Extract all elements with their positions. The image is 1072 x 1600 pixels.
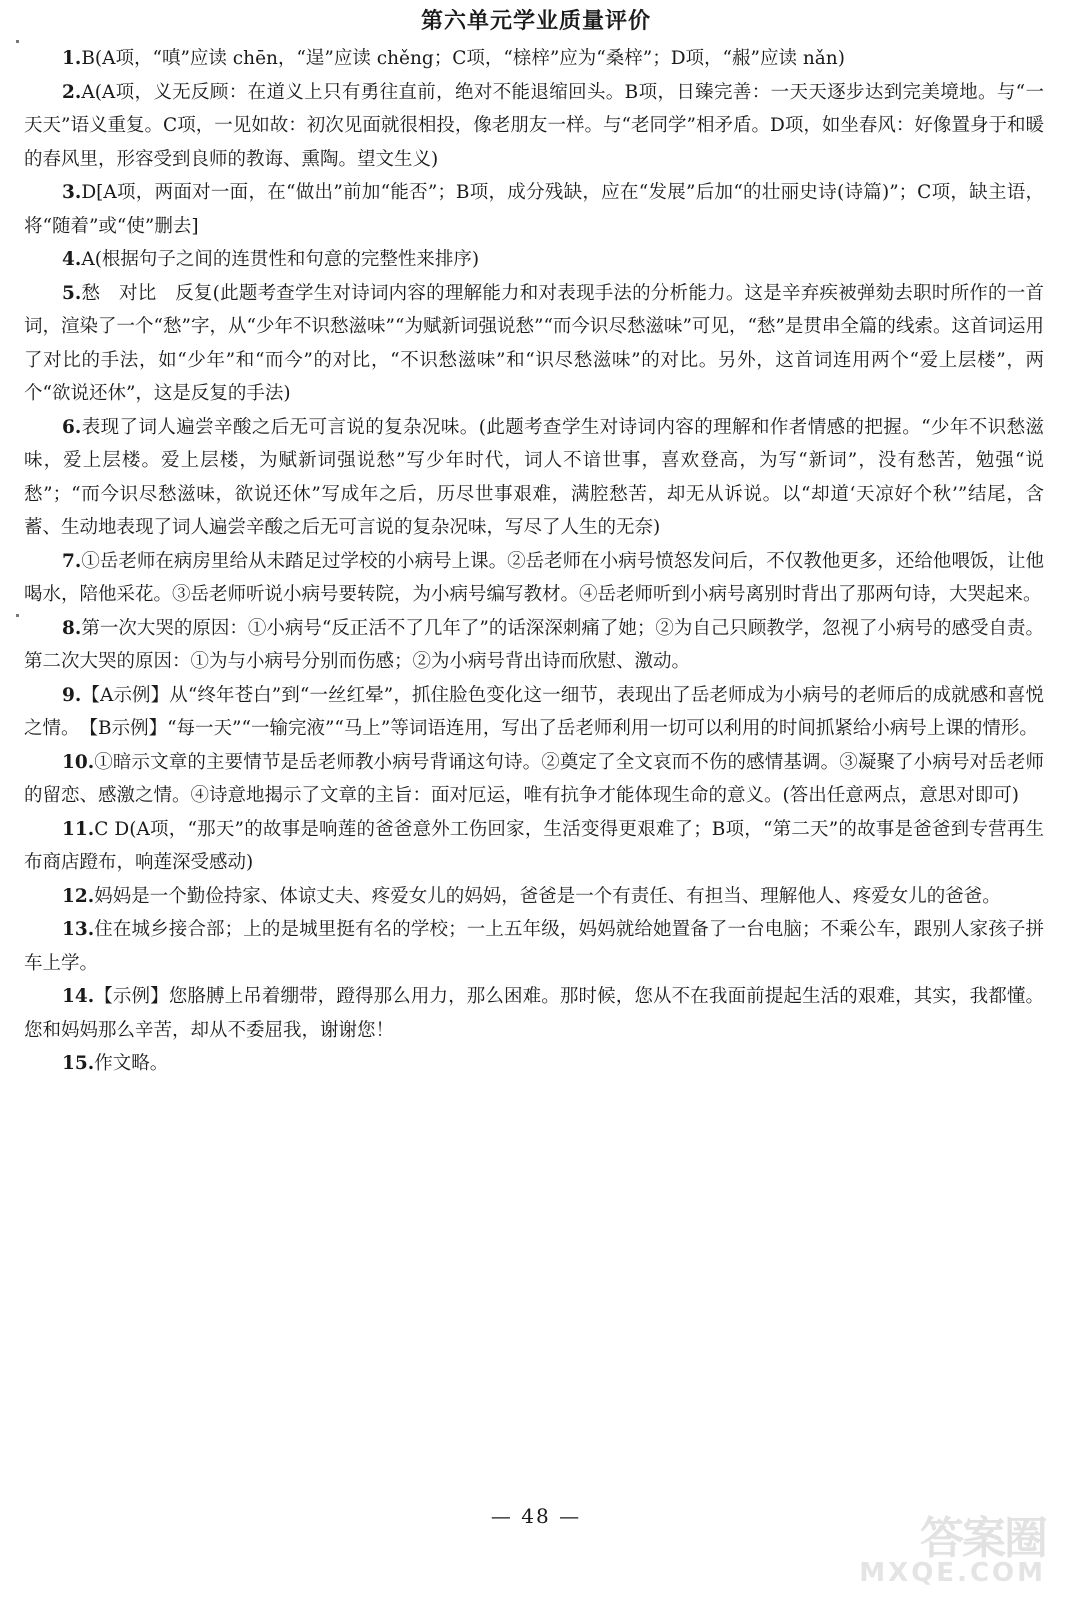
answer-item [24, 411, 1044, 545]
watermark-logo [859, 1502, 1046, 1592]
answer-number: 10. [62, 751, 95, 773]
answer-list [24, 42, 1044, 1081]
answer-number: 2. [62, 81, 82, 103]
answer-number: 13. [62, 919, 95, 940]
answer-text: A(A项，义无反顾：在道义上只有勇往直前，绝对不能退缩回头。B项，日臻完善：一天天逐步达到完美境地。与“一天天”语义重复。C项，一见如故：初次见面就很相投，像老朋友一样。与“老同学”相矛盾。D项，如坐春风：好像置身于和暖的春风里，形容受到良师的教诲、熏陶。望文生义) [24, 81, 1044, 170]
answer-text: C D(A项，“那天”的故事是响莲的爸爸意外工伤回家，生活变得更艰难了；B项，“第二天”的故事是爸爸到专营再生布商店蹬布，响莲深受感动) [24, 818, 1044, 873]
page-title: 第六单元学业质量评价 [420, 8, 651, 34]
answer-item [24, 243, 1044, 277]
scan-mark [16, 40, 19, 43]
answer-text: 愁 对比 反复(此题考查学生对诗词内容的理解能力和对表现手法的分析能力。这是辛弃疾被弹劾去职时所作的一首词，渲染了一个“愁”字，从“少年不识愁滋味”“为赋新词强说愁”“而今识尽愁滋味”可见，“愁”是贯串全篇的线索。这首词运用了对比的手法，如“少年”和“而今”的对比，“不识愁滋味”和“识尽愁滋味”的对比。另外，这首词连用两个“爱上层楼”，两个“欲说还休”，这是反复的手法) [24, 282, 1044, 404]
answer-text: 住在城乡接合部；上的是城里挺有名的学校；一上五年级，妈妈就给她置备了一台电脑；不乘公车，跟别人家孩子拼车上学。 [24, 919, 1044, 974]
answer-number: 12. [62, 885, 95, 907]
answer-item [24, 679, 1044, 746]
answer-text: 作文略。 [94, 1053, 169, 1074]
answer-number: 7. [62, 550, 82, 572]
answer-item [24, 813, 1044, 880]
answer-text: 妈妈是一个勤俭持家、体谅丈夫、疼爱女儿的妈妈，爸爸是一个有责任、有担当、理解他人、疼爱女儿的爸爸。 [94, 885, 1001, 907]
answer-number: 8. [62, 617, 82, 639]
answer-text: ①岳老师在病房里给从未踏足过学校的小病号上课。②岳老师在小病号愤怒发问后，不仅教他更多，还给他喂饭，让他喝水，陪他采花。③岳老师听说小病号要转院，为小病号编写教材。④岳老师听到小病号离别时背出了那两句诗，大哭起来。 [24, 550, 1044, 605]
answer-number: 15. [62, 1053, 95, 1074]
answer-number: 4. [62, 249, 82, 270]
answer-number: 6. [62, 416, 82, 438]
page-number: — 48 — [490, 1504, 582, 1528]
answer-item [24, 1047, 1044, 1081]
answer-item [24, 42, 1044, 76]
answer-number: 3. [62, 182, 82, 203]
answer-item [24, 76, 1044, 177]
answer-text: 【A示例】从“终年苍白”到“一丝红晕”，抓住脸色变化这一细节，表现出了岳老师成为小病号的老师后的成就感和喜悦之情。 【B示例】“每一天”“一输完液”“马上”等词语连用，写出了岳老师利用一切可以利用的时间抓紧给小病号上课的情形。 [24, 684, 1044, 739]
answer-text: 【示例】您胳膊上吊着绷带，蹬得那么用力，那么困难。那时候，您从不在我面前提起生活的艰难，其实，我都懂。您和妈妈那么辛苦，却从不委屈我，谢谢您！ [24, 986, 1044, 1041]
answer-item [24, 880, 1044, 914]
answer-item [24, 612, 1044, 679]
answer-text: B(A项，“嗔”应读 chēn，“逞”应读 chěng；C项，“榇梓”应为“桑梓”；D项，“赧”应读 nǎn) [81, 48, 845, 69]
answer-text: A(根据句子之间的连贯性和句意的完整性来排序) [81, 249, 480, 270]
scan-mark [16, 614, 19, 617]
answer-item [24, 746, 1044, 813]
answer-number: 9. [62, 684, 82, 706]
answer-number: 11. [62, 818, 95, 840]
answer-number: 5. [62, 282, 82, 304]
answer-item [24, 545, 1044, 612]
answer-text: 第一次大哭的原因：①小病号“反正活不了几年了”的话深深刺痛了她；②为自己只顾教学，忽视了小病号的感受自责。第二次大哭的原因：①为与小病号分别而伤感；②为小病号背出诗而欣慰、激动。 [24, 617, 1044, 672]
answer-number: 1. [62, 48, 82, 69]
answer-item [24, 277, 1044, 411]
answer-number: 14. [62, 986, 95, 1007]
watermark-url: MXQE.COM [859, 1558, 1046, 1588]
answer-text: 表现了词人遍尝辛酸之后无可言说的复杂况味。(此题考查学生对诗词内容的理解和作者情感的把握。“少年不识愁滋味，爱上层楼。爱上层楼，为赋新词强说愁”写少年时代，词人不谙世事，喜欢登高，为写“新词”，没有愁苦，勉强“说愁”；“而今识尽愁滋味，欲说还休”写成年之后，历尽世事艰难，满腔愁苦，却无从诉说。以“却道‘天凉好个秋’”结尾，含蓄、生动地表现了词人遍尝辛酸之后无可言说的复杂况味，写尽了人生的无奈) [24, 416, 1044, 538]
answer-text: ①暗示文章的主要情节是岳老师教小病号背诵这句诗。②奠定了全文哀而不伤的感情基调。③凝聚了小病号对岳老师的留恋、感激之情。④诗意地揭示了文章的主旨：面对厄运，唯有抗争才能体现生命的意义。(答出任意两点，意思对即可) [24, 751, 1044, 806]
answer-item [24, 913, 1044, 980]
answer-item [24, 176, 1044, 243]
answer-item [24, 980, 1044, 1047]
answer-text: D[A项，两面对一面，在“做出”前加“能否”；B项，成分残缺，应在“发展”后加“的壮丽史诗(诗篇)”；C项，缺主语，将“随着”或“使”删去] [24, 182, 1044, 237]
watermark-text: 答案圈 [920, 1513, 1046, 1564]
